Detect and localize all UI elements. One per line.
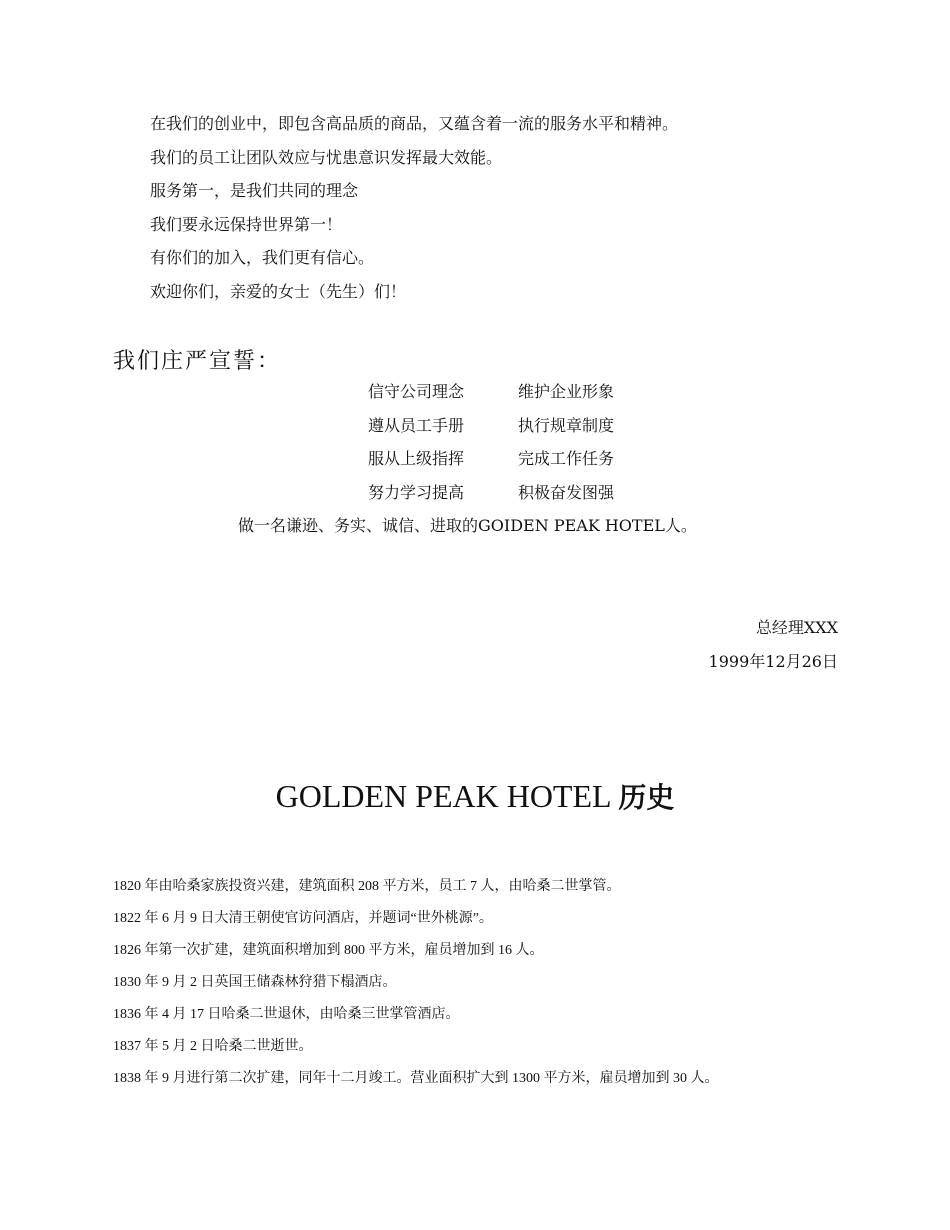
pledge-item: 完成工作任务 [518,449,615,468]
intro-line: 我们的员工让团队效应与忧患意识发挥最大效能。 [150,148,503,167]
intro-line: 在我们的创业中，即包含高品质的商品，又蕴含着一流的服务水平和精神。 [150,114,679,133]
history-entry: 1820 年由哈桑家族投资兴建，建筑面积 208 平方米，员工 7 人，由哈桑二世掌管。 [113,879,621,894]
pledge-item: 维护企业形象 [518,382,615,401]
pledge-item: 服从上级指挥 [368,449,465,468]
history-entry: 1826 年第一次扩建，建筑面积增加到 800 平方米，雇员增加到 16 人。 [113,943,544,958]
history-entry: 1830 年 9 月 2 日英国王储森林狩猎下榻酒店。 [113,975,397,990]
history-title [0,776,950,816]
history-entry: 1822 年 6 月 9 日大清王朝使官访问酒店，并题词“世外桃源”。 [113,911,493,926]
intro-line: 有你们的加入，我们更有信心。 [150,248,375,267]
history-entry: 1836 年 4 月 17 日哈桑二世退休，由哈桑三世掌管酒店。 [113,1007,460,1022]
intro-line: 欢迎你们，亲爱的女士（先生）们！ [150,282,407,301]
signature-title: 总经理XXX [755,618,838,637]
pledge-item: 遵从员工手册 [368,416,465,435]
history-title-en: GOLDEN PEAK HOTEL [275,778,611,814]
pledge-item: 执行规章制度 [518,416,615,435]
history-entry: 1838 年 9 月进行第二次扩建，同年十二月竣工。营业面积扩大到 1300 平方米，雇员增加到 30 人。 [113,1071,719,1086]
intro-line: 服务第一，是我们共同的理念 [150,181,359,200]
pledge-motto: 做一名谦逊、务实、诚信、进取的GOIDEN PEAK HOTEL人。 [238,516,697,535]
history-entry: 1837 年 5 月 2 日哈桑二世逝世。 [113,1039,313,1054]
pledge-item: 信守公司理念 [368,382,465,401]
intro-line: 我们要永远保持世界第一！ [150,215,343,234]
pledge-heading: 我们庄严宣誓： [113,349,282,374]
pledge-item: 积极奋发图强 [518,483,615,502]
history-title-cn: 历史 [618,781,675,814]
pledge-item: 努力学习提高 [368,483,465,502]
signature-date: 1999年12月26日 [708,652,838,671]
